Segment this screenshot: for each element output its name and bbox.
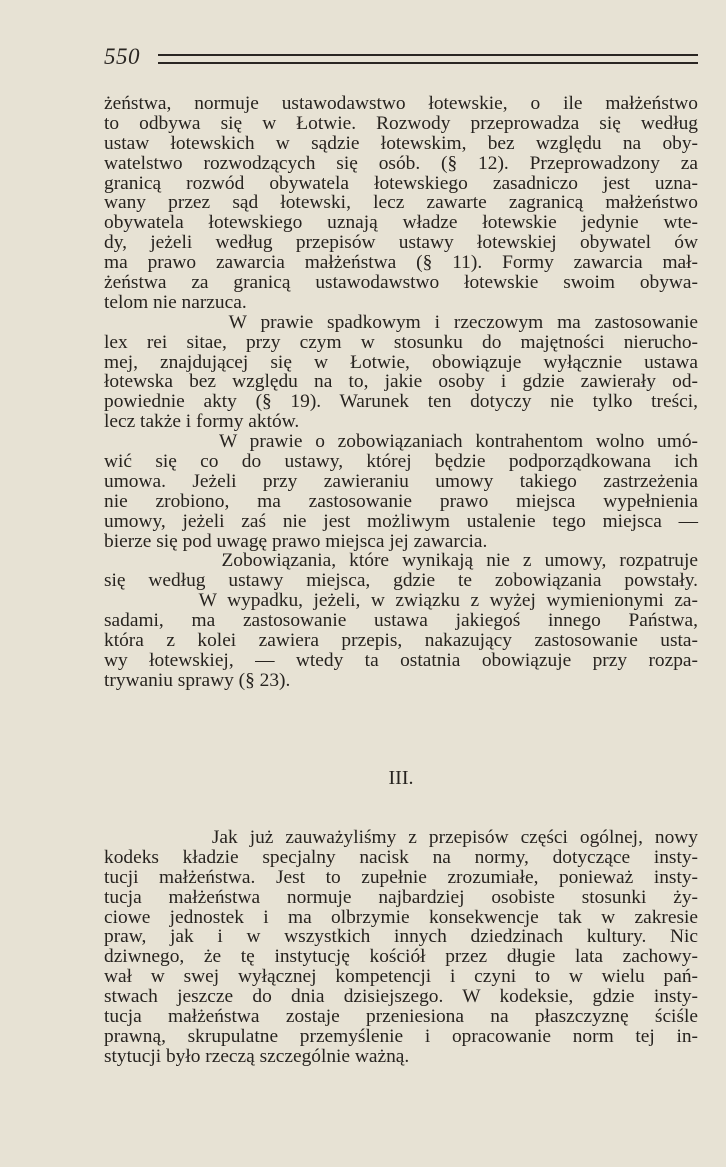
text-line: powiednie akty (§ 19). Warunek ten dotyczy nie tylko treści, — [104, 391, 698, 413]
text-line: łotewska bez względu na to, jakie osoby i gdzie zawierały od- — [104, 371, 698, 393]
text-line: W wypadku, jeżeli, w związku z wyżej wymienionymi za- — [104, 590, 698, 612]
text-line: lecz także i formy aktów. — [104, 411, 300, 433]
text-line: ciowe jednostek i ma olbrzymie konsekwencje tak w zakresie — [104, 906, 698, 928]
body-text-upper — [104, 94, 698, 691]
text-line: dy, jeżeli według przepisów ustawy łotewskiej obywatel ów — [104, 232, 698, 254]
header-rule-top — [158, 54, 698, 56]
text-line: stwach jeszcze do dnia dzisiejszego. W kodeksie, gdzie insty- — [104, 986, 698, 1008]
text-line: watelstwo rozwodzących się osób. (§ 12). Przeprowadzony za — [104, 152, 698, 174]
text-line: żeństwa za granicą ustawodawstwo łotewskie swoim obywa- — [104, 272, 698, 294]
text-line: wał w swej wyłącznej kompetencji i czyni to w wielu pań- — [104, 966, 698, 988]
text-line: ma prawo zawarcia małżeństwa (§ 11). Formy zawarcia mał- — [104, 252, 698, 274]
text-line: która z kolei zawiera przepis, nakazujący zastosowanie usta- — [104, 630, 698, 652]
page-number: 550 — [104, 44, 140, 69]
text-line: Jak już zauważyliśmy z przepisów części ogólnej, nowy — [104, 827, 698, 848]
text-line: tucja małżeństwa zostaje przeniesiona na płaszczyznę ściśle — [104, 1006, 698, 1028]
body-text-lower — [104, 828, 698, 1067]
text-line: umowa. Jeżeli przy zawieraniu umowy takiego zastrzeżenia — [104, 470, 698, 492]
text-line: wany przez sąd łotewski, lecz zawarte zagranicą małżeństwo — [104, 192, 698, 214]
text-line: telom nie narzuca. — [104, 291, 247, 313]
text-line: nie zrobiono, ma zastosowanie prawo miejsca wypełnienia — [104, 490, 698, 512]
text-line: to odbywa się w Łotwie. Rozwody przeprowadza się według — [104, 112, 698, 134]
text-line: mej, znajdującej się w Łotwie, obowiązuje wyłącznie ustawa — [104, 351, 698, 373]
text-line: wy łotewskiej, — wtedy ta ostatnia obowiązuje przy rozpa- — [104, 649, 698, 671]
text-line: ustaw łotewskich w sądzie łotewskim, bez względu na oby- — [104, 132, 698, 154]
text-line: prawną, skrupulatne przemyślenie i opracowanie norm tej in- — [104, 1025, 698, 1047]
text-line: lex rei sitae, przy czym w stosunku do majętności nierucho- — [104, 331, 698, 353]
text-line: wić się co do ustawy, której będzie podporządkowana ich — [104, 451, 698, 473]
text-line: umowy, jeżeli zaś nie jest możliwym ustalenie tego miejsca — — [104, 510, 698, 532]
text-line: obywatela łotewskiego uznają władze łotewskie jedynie wte- — [104, 212, 698, 234]
text-line: tucji małżeństwa. Jest to zupełnie zrozumiałe, ponieważ insty- — [104, 866, 698, 888]
text-line: tucja małżeństwa normuje najbardziej osobiste stosunki ży- — [104, 886, 698, 908]
text-line: granicą rozwód obywatela łotewskiego zasadniczo jest uzna- — [104, 172, 698, 194]
text-line: kodeks kładzie specjalny nacisk na normy, dotyczące insty- — [104, 846, 698, 868]
page-header — [104, 44, 698, 74]
text-line: W prawie o zobowiązaniach kontrahentom wolno umó- — [104, 431, 698, 453]
text-line: bierze się pod uwagę prawo miejsca jej zawarcia. — [104, 530, 488, 552]
text-line: dziwnego, że tę instytucję kościół przez długie lata zachowy- — [104, 946, 698, 968]
text-line: W prawie spadkowym i rzeczowym ma zastosowanie — [104, 311, 698, 333]
header-rule-bottom — [158, 62, 698, 64]
text-line: sadami, ma zastosowanie ustawa jakiegoś innego Państwa, — [104, 610, 698, 632]
section-heading: III. — [388, 767, 414, 789]
text-line: żeństwa, normuje ustawodawstwo łotewskie, o ile małżeństwo — [104, 93, 698, 114]
text-line: się według ustawy miejsca, gdzie te zobowiązania powstały. — [104, 570, 698, 592]
text-line: stytucji było rzeczą szczególnie ważną. — [104, 1045, 410, 1067]
text-line: trywaniu sprawy (§ 23). — [104, 669, 291, 691]
text-line: Zobowiązania, które wynikają nie z umowy, rozpatruje — [104, 550, 698, 572]
text-line: praw, jak i w wszystkich innych dziedzinach kultury. Nic — [104, 926, 698, 948]
